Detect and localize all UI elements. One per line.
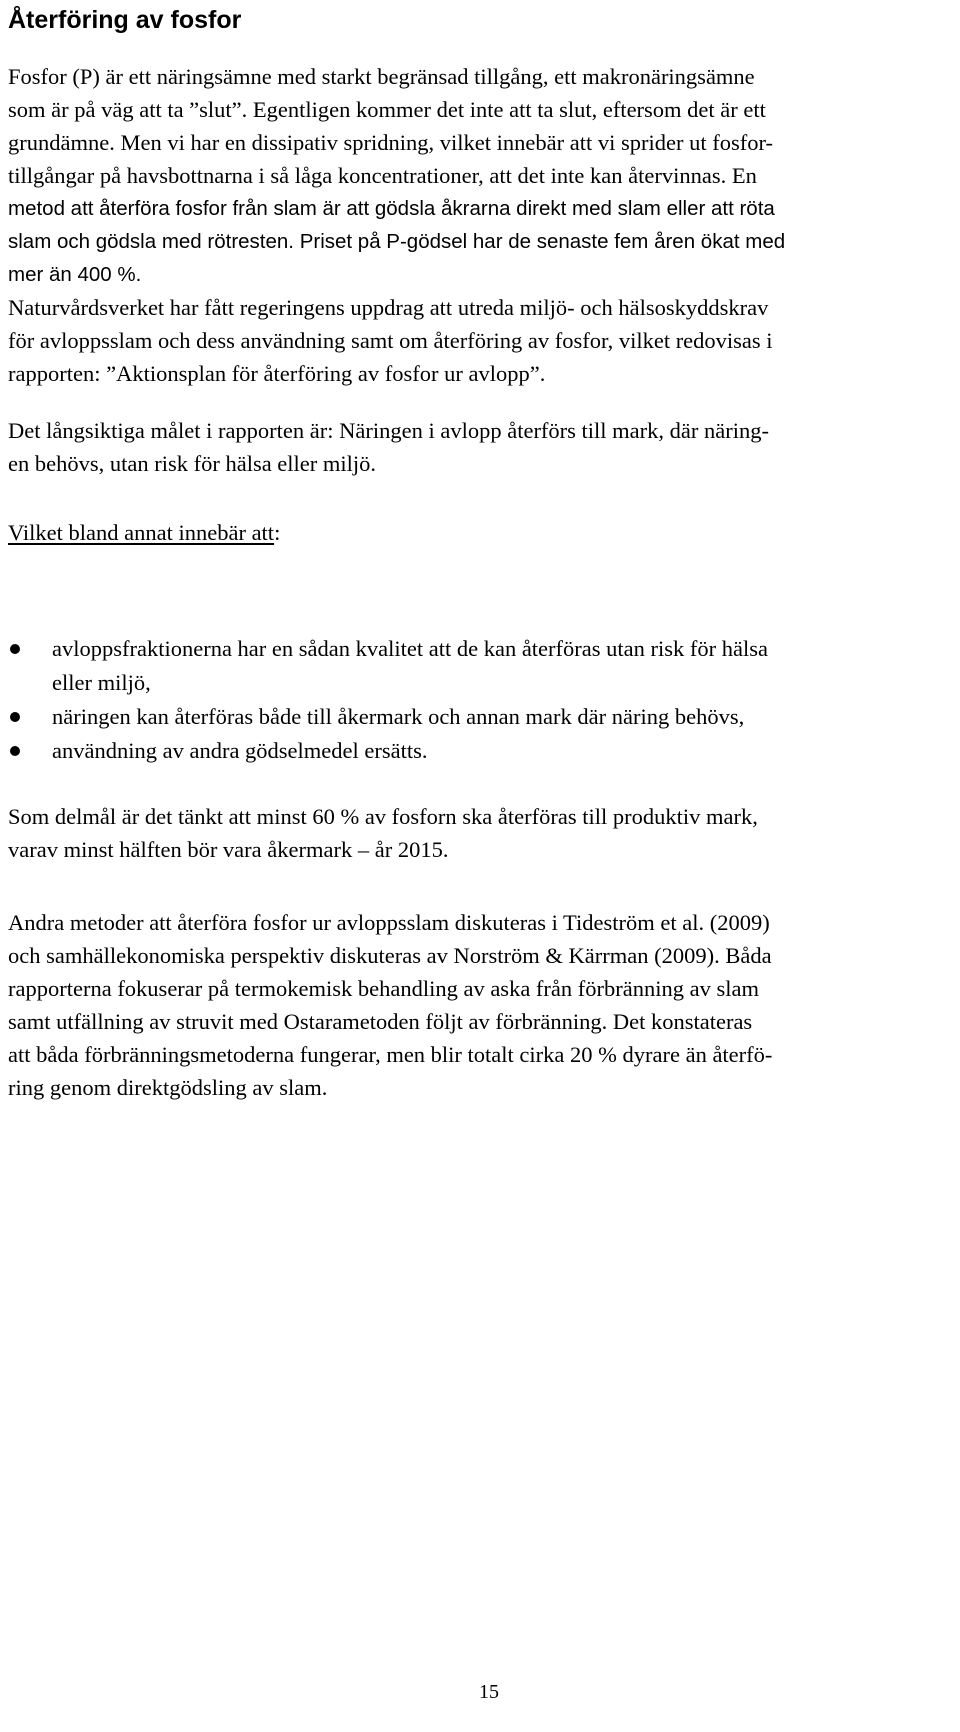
section-heading: Återföring av fosfor	[8, 6, 242, 34]
bullet-icon	[10, 712, 20, 722]
text-line: och samhällekonomiska perspektiv diskuteras av Norström & Kärrman (2009). Båda	[8, 943, 772, 968]
page-number: 15	[479, 1681, 499, 1703]
text-line: näringen kan återföras både till åkermark och annan mark där näring behövs,	[52, 704, 745, 729]
text-line: rapporterna fokuserar på termokemisk behandling av aska från förbränning av slam	[8, 976, 759, 1001]
methods-paragraph	[8, 906, 772, 1104]
bullet-icon	[10, 746, 20, 756]
text-line: att båda förbränningsmetoderna fungerar, men blir totalt cirka 20 % dyrare än återfö-	[8, 1042, 773, 1067]
text-line: grundämne. Men vi har en dissipativ spridning, vilket innebär att vi sprider ut fosfor-	[8, 130, 774, 155]
text-line: Som delmål är det tänkt att minst 60 % av fosforn ska återföras till produktiv mark,	[8, 804, 758, 829]
milestone-paragraph	[8, 800, 758, 866]
text-line: tillgångar på havsbottnarna i så låga koncentrationer, att det inte kan återvinnas. En	[8, 163, 757, 188]
goal-paragraph	[8, 414, 769, 480]
list-item	[8, 632, 768, 700]
bullet-icon	[10, 644, 20, 654]
text-line: Naturvårdsverket har fått regeringens uppdrag att utreda miljö- och hälsoskyddskrav	[8, 295, 769, 320]
list-item	[8, 734, 768, 768]
text-line: ring genom direktgödsling av slam.	[8, 1075, 328, 1100]
text-line: Fosfor (P) är ett näringsämne med starkt begränsad tillgång, ett makronäringsämne	[8, 64, 755, 89]
text-line: avloppsfraktionerna har en sådan kvalitet att de kan återföras utan risk för hälsa	[52, 636, 768, 661]
text-line: mer än 400 %.	[8, 263, 142, 286]
text-line: Andra metoder att återföra fosfor ur avloppsslam diskuteras i Tideström et al. (2009)	[8, 910, 770, 935]
text-line: som är på väg att ta ”slut”. Egentligen kommer det inte att ta slut, eftersom det är ett	[8, 97, 766, 122]
text-line: en behövs, utan risk för hälsa eller miljö.	[8, 451, 377, 476]
text-line: användning av andra gödselmedel ersätts.	[52, 738, 428, 763]
text-line: varav minst hälften bör vara åkermark – år 2015.	[8, 837, 449, 862]
list-intro	[8, 516, 280, 549]
text-line: rapporten: ”Aktionsplan för återföring av fosfor ur avlopp”.	[8, 361, 546, 386]
text-line: för avloppsslam och dess användning samt om återföring av fosfor, vilket redovisas i	[8, 328, 773, 353]
list-intro-colon: :	[274, 520, 281, 545]
text-line: samt utfällning av struvit med Ostarametoden följt av förbränning. Det konstateras	[8, 1009, 753, 1034]
text-line: slam och gödsla med rötresten. Priset på P-gödsel har de senaste fem åren ökat med	[8, 230, 786, 253]
text-line: eller miljö,	[52, 670, 151, 695]
list-item	[8, 700, 768, 734]
list-intro-text: Vilket bland annat innebär att	[8, 520, 275, 545]
text-line: metod att återföra fosfor från slam är att gödsla åkrarna direkt med slam eller att röta	[8, 197, 775, 220]
text-line: Det långsiktiga målet i rapporten är: Näringen i avlopp återförs till mark, där näring-	[8, 418, 769, 443]
bullet-list	[8, 632, 768, 768]
intro-paragraph	[8, 60, 785, 390]
